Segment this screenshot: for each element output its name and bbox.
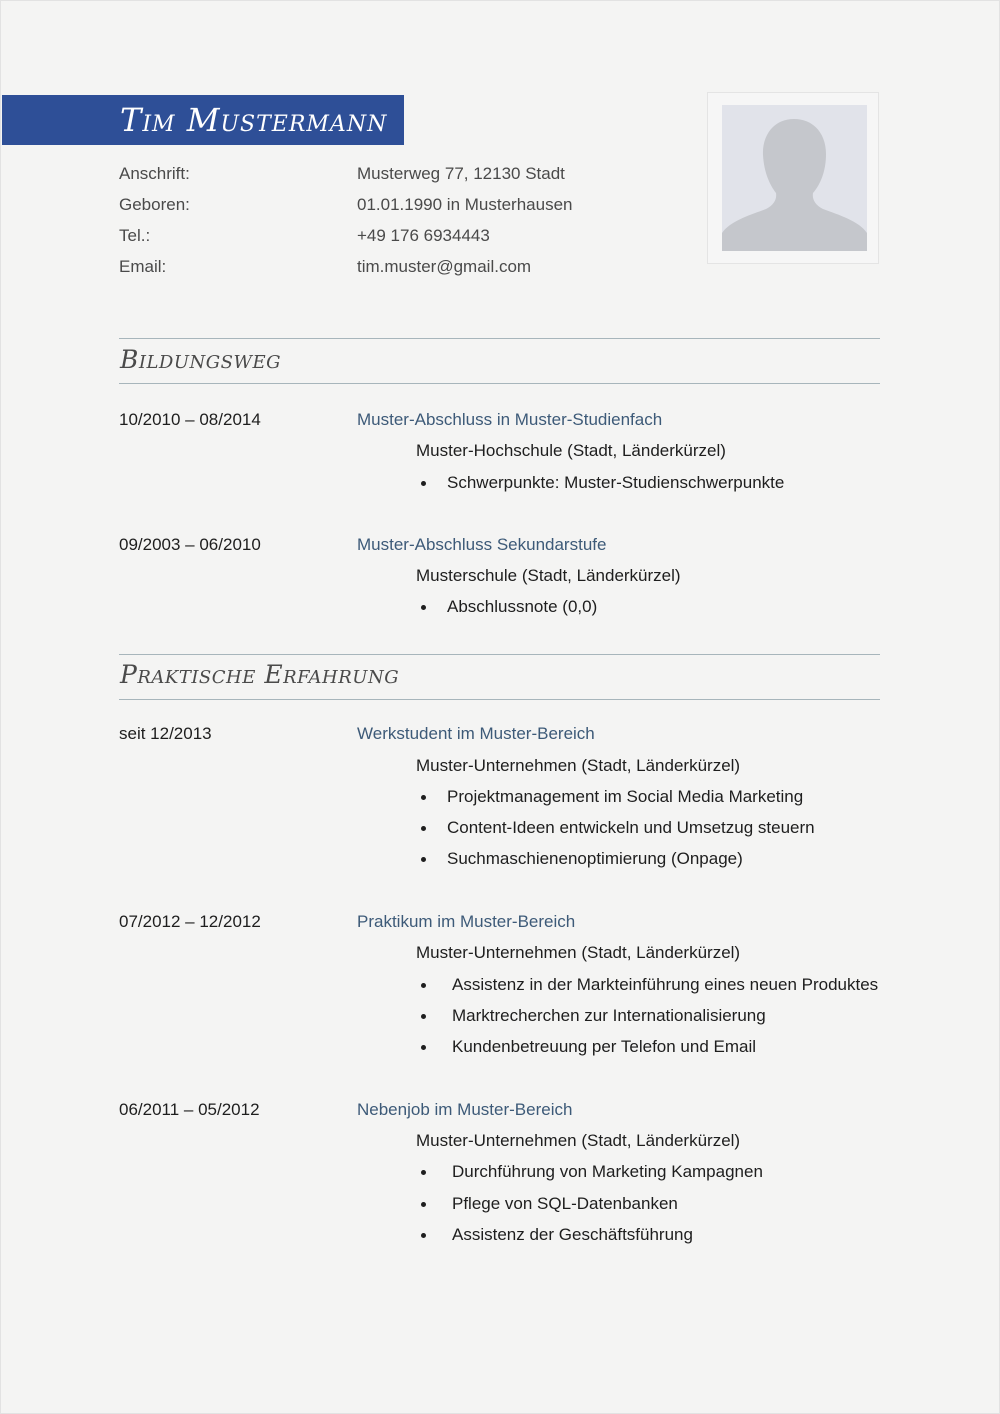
entry-title: Muster-Abschluss Sekundarstufe xyxy=(357,535,607,554)
entry-title: Muster-Abschluss in Muster-Studienfach xyxy=(357,410,663,429)
section-rule-bottom xyxy=(119,699,880,700)
list-item-text: Assistenz der Geschäftsführung xyxy=(452,1225,693,1244)
entry-date: 06/2011 – 05/2012 xyxy=(119,1100,260,1119)
entry-title: Nebenjob im Muster-Bereich xyxy=(357,1100,573,1119)
entry-date: seit 12/2013 xyxy=(119,724,212,743)
photo-frame xyxy=(707,92,879,264)
list-item-text: Kundenbetreuung per Telefon und Email xyxy=(452,1037,757,1056)
contact-label: Geboren: xyxy=(119,195,190,214)
contact-label: Anschrift: xyxy=(119,164,190,183)
list-item-text: Marktrecherchen zur Internationalisierung xyxy=(452,1006,766,1025)
contact-value: Musterweg 77, 12130 Stadt xyxy=(357,164,565,183)
bullet-icon xyxy=(421,795,426,800)
entry-organization: Muster-Unternehmen (Stadt, Länderkürzel) xyxy=(416,756,741,775)
applicant-name: Tim Mustermann xyxy=(120,101,388,139)
section-title-experience: Praktische Erfahrung xyxy=(120,660,400,689)
bullet-icon xyxy=(421,481,426,486)
bullet-icon xyxy=(421,1202,426,1207)
entry-date: 07/2012 – 12/2012 xyxy=(119,912,261,931)
entry-organization: Muster-Unternehmen (Stadt, Länderkürzel) xyxy=(416,1131,741,1150)
contact-value: +49 176 6934443 xyxy=(357,226,490,245)
list-item-text: Suchmaschienenoptimierung (Onpage) xyxy=(447,849,743,868)
section-title-education: Bildungsweg xyxy=(120,345,282,374)
entry-date: 10/2010 – 08/2014 xyxy=(119,410,261,429)
entry-title: Werkstudent im Muster-Bereich xyxy=(357,724,595,743)
list-item-text: Abschlussnote (0,0) xyxy=(447,597,598,616)
list-item-text: Pflege von SQL-Datenbanken xyxy=(452,1194,678,1213)
contact-value: 01.01.1990 in Musterhausen xyxy=(357,195,573,214)
entry-organization: Musterschule (Stadt, Länderkürzel) xyxy=(416,566,681,585)
list-item-text: Schwerpunkte: Muster-Studienschwerpunkte xyxy=(447,473,785,492)
contact-label: Tel.: xyxy=(119,226,151,245)
contact-label: Email: xyxy=(119,257,167,276)
entry-date: 09/2003 – 06/2010 xyxy=(119,535,261,554)
bullet-icon xyxy=(421,983,426,988)
list-item-text: Projektmanagement im Social Media Marketing xyxy=(447,787,804,806)
bullet-icon xyxy=(421,1233,426,1238)
entry-organization: Muster-Unternehmen (Stadt, Länderkürzel) xyxy=(416,943,741,962)
bullet-icon xyxy=(421,857,426,862)
list-item-text: Content-Ideen entwickeln und Umsetzug steuern xyxy=(447,818,815,837)
photo-placeholder xyxy=(722,105,867,251)
bullet-icon xyxy=(421,826,426,831)
bullet-icon xyxy=(421,1045,426,1050)
section-rule-bottom xyxy=(119,383,880,384)
bullet-icon xyxy=(421,1170,426,1175)
section-rule-top xyxy=(119,338,880,339)
person-silhouette-icon xyxy=(722,105,867,251)
contact-value: tim.muster@gmail.com xyxy=(357,257,532,276)
entry-organization: Muster-Hochschule (Stadt, Länderkürzel) xyxy=(416,441,726,460)
section-rule-top xyxy=(119,654,880,655)
entry-title: Praktikum im Muster-Bereich xyxy=(357,912,576,931)
list-item-text: Assistenz in der Markteinführung eines neuen Produktes xyxy=(452,975,879,994)
bullet-icon xyxy=(421,605,426,610)
list-item-text: Durchführung von Marketing Kampagnen xyxy=(452,1162,763,1181)
bullet-icon xyxy=(421,1014,426,1019)
